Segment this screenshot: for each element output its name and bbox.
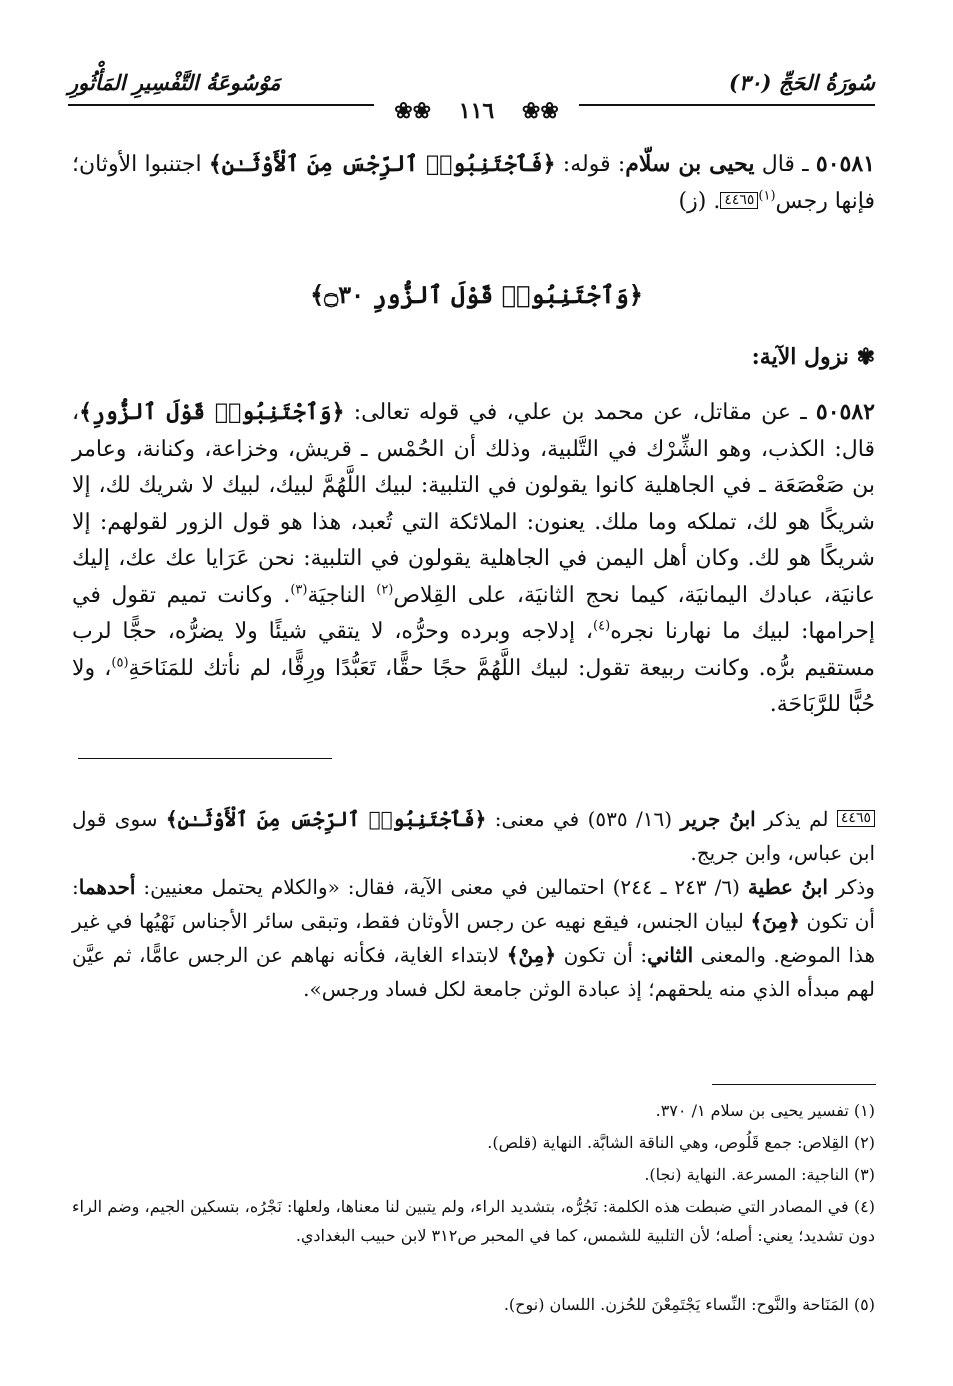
surah-title: سُورَةُ الحَجِّ (٣٠) xyxy=(729,70,875,95)
footnote-marker: (٥) xyxy=(111,655,129,671)
note-text: (٦/ ٢٤٣ ـ ٢٤٤) احتمالين في معنى الآية، فقال: «والكلام يحتمل معنيين: xyxy=(135,875,748,899)
cross-reference-box: ٤٤٦٥ xyxy=(837,810,875,827)
cross-reference-box: ٤٤٦٥ xyxy=(720,192,758,209)
entry-50582 xyxy=(72,394,875,724)
author-name: ابنُ عطية xyxy=(747,875,828,899)
verse-heading: ﴿وَٱجْتَنِبُوا۟ قَوْلَ ٱلزُّورِ ۝٣٠﴾ xyxy=(310,280,643,309)
note-text: سوى قول ابن عباس، وابن جريج. xyxy=(72,807,875,865)
note-term: أحدهما xyxy=(78,875,136,899)
entry-text: ، إدلاجه وبرده وحرُّه، لا يتقي شيئًا ولا يضرُّه، حجًّا لرب مستقيم برُّه. وكانت ربيعة تقول: لبيك اللَّهُمَّ حجًا حقًّا، تَعَبُّدًا ورِقًّا، لم نأتك للمَنَاحَةِ xyxy=(72,619,876,681)
note-text: : أن تكون xyxy=(72,875,875,933)
page-number: ١١٦ xyxy=(449,98,504,124)
footnote: (٣) الناجية: المسرعة. النهاية (نجا). xyxy=(644,1165,875,1184)
entry-number: ٥٠٥٨١ xyxy=(815,151,875,177)
quran-quote: ﴿فَٱجْتَنِبُوا۟ ٱلرِّجْسَ مِنَ ٱلْأَوْثَـٰنِ﴾ xyxy=(165,807,487,831)
footnote: (٢) القِلاص: جمع قَلُوص، وهي الناقة الشابَّة. النهاية (قلص). xyxy=(487,1133,875,1152)
ornament-icon: ❀❀ xyxy=(512,98,569,124)
quran-word: ﴿مِنَ﴾ xyxy=(750,909,800,933)
quran-word: ﴿مِنْ﴾ xyxy=(506,943,557,967)
note-text: (١٦/ ٥٣٥) في معنى: xyxy=(486,807,681,831)
entry-text: ، قال: الكذب، وهو الشِّرْك في التَّلبية، وذلك أن الحُمْس ـ قريش، وخزاعة، وكنانة، وعامر بن صَعْصَعَة ـ في الجاهلية كانوا يقولون في التلبية: لبيك اللَّهُمَّ لبيك، لبيك لا شريك لك، إلا شريكًا هو لك، تملكه وما ملك. يعنون: الملائكة التي تُعبد، هذا هو قول الزور لقولهم: إلا شريكًا هو لك. وكان أهل اليمن في الجاهلية يقولون في التلبية: نحن عَرَايا عك عك، إليك عانيَة، عبادك اليمانيَة، كيما نحج الثانيَة، على القِلاص xyxy=(72,400,875,608)
narrator-name: يحيى بن سلّام xyxy=(625,151,755,177)
entry-text: الناجيَة xyxy=(307,582,377,608)
entry-text: . (ز) xyxy=(678,188,721,214)
entry-number: ٥٠٥٨٢ xyxy=(815,399,875,425)
entry-text: ـ عن مقاتل، عن محمد بن علي، في قوله تعالى: xyxy=(344,400,816,425)
author-name: ابنُ جرير xyxy=(680,807,756,831)
entry-50581 xyxy=(72,146,875,220)
footnote-marker: (٤) xyxy=(593,618,611,634)
entry-text: . وكانت تميم تقول في إحرامها: لبيك ما نهارنا نجره xyxy=(72,582,876,644)
footnote-rule xyxy=(712,1084,876,1085)
section-title: نزول الآية: xyxy=(751,344,849,370)
note-text: لم يذكر xyxy=(755,807,837,831)
note-text: : أن تكون xyxy=(556,943,648,967)
ornament-icon: ❀❀ xyxy=(384,98,441,124)
quran-quote: ﴿وَٱجْتَنِبُوا۟ قَوْلَ ٱلزُّورِ﴾ xyxy=(79,399,345,425)
separator-rule xyxy=(78,758,332,759)
footnote: (١) تفسير يحيى بن سلام ١/ ٣٧٠. xyxy=(655,1101,875,1120)
note-text: لابتداء الغاية، فكأنه نهاهم عن الرجس عامًّا، ثم عيَّن لهم مبدأه الذي منه يلحقهم؛ إذ عبادة الوثن جامعة لكل فساد ورجس». xyxy=(72,943,875,1001)
footnote-marker: (١) xyxy=(758,188,776,204)
note-term: الثاني xyxy=(647,943,694,967)
footnote-marker: (٢) xyxy=(376,582,394,598)
entry-text: اجتنبوا الأوثان؛ فإنها رجس xyxy=(72,152,875,214)
entry-text: : قوله: xyxy=(555,152,626,177)
flower-icon: ✾ xyxy=(856,344,875,370)
quran-quote: ﴿فَٱجْتَنِبُوا۟ ٱلرِّجْسَ مِنَ ٱلْأَوْثَـٰنِ﴾ xyxy=(208,151,556,177)
note-text: وذكر xyxy=(827,875,875,899)
entry-text: ، ولا حُبًّا للرَّبَاحَة. xyxy=(72,655,875,717)
note-text: لبيان الجنس، فيقع نهيه عن رجس الأوثان فقط، وتبقى سائر الأجناس نَهْيُها في غير هذا الموضع. والمعنى xyxy=(72,909,875,967)
section-heading xyxy=(752,344,875,370)
page-number-block xyxy=(0,98,953,124)
footnote: (٤) في المصادر التي ضبطت هذه الكلمة: نَجُرُّه، بتشديد الراء، ولم يتبين لنا معناها، ولعلها: نَجْرُه، بتسكين الجيم، وضم الراء دون تشديد؛ يعني: أصله؛ لأن التلبية للشمس، كما في المحبر ص٣١٢ لابن حبيب البغدادي. xyxy=(72,1197,875,1245)
entry-text: ـ قال xyxy=(754,152,816,177)
editor-note xyxy=(72,870,875,1006)
footnote: (٥) المَنَاحة والنَّوح: النِّساء يَجْتَمِعْنَ للحُزن. اللسان (نوح). xyxy=(503,1295,875,1314)
footnote-marker: (٣) xyxy=(290,582,308,598)
editor-note xyxy=(72,802,875,870)
book-title: مَوْسُوعَةُ التَّفْسِيرِ المَأْثُورِ xyxy=(68,70,281,95)
